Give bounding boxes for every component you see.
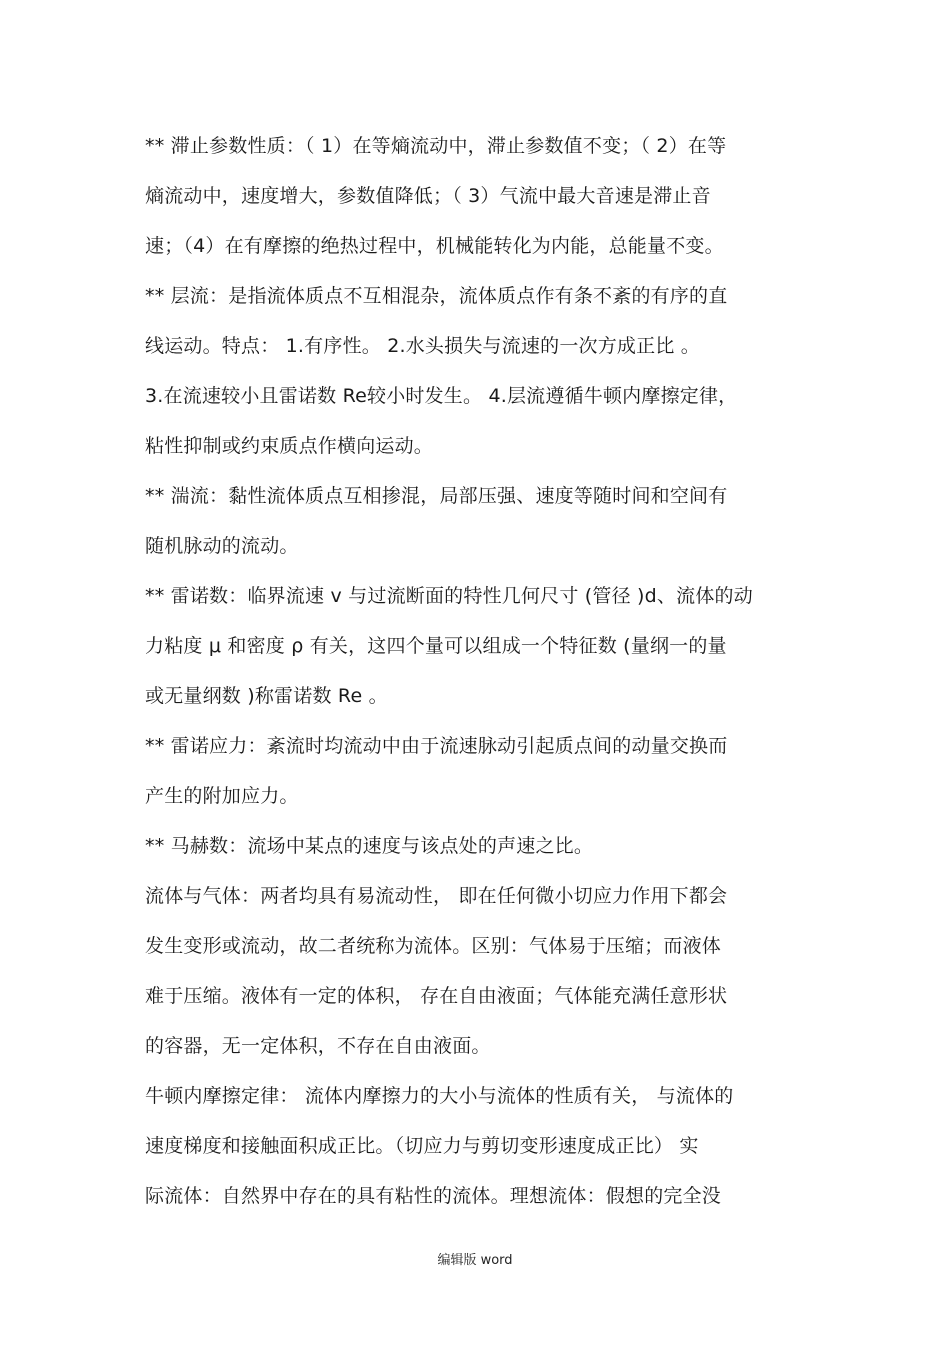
text-line: ** 雷诺应力：紊流时均流动中由于流速脉动引起质点间的动量交换而 bbox=[145, 735, 728, 757]
text-line: 际流体：自然界中存在的具有粘性的流体。理想流体：假想的完全没 bbox=[145, 1185, 722, 1207]
text-line: ** 滞止参数性质：（ 1）在等熵流动中，滞止参数值不变；（ 2）在等 bbox=[145, 135, 727, 157]
text-line: 熵流动中，速度增大，参数值降低；（ 3）气流中最大音速是滞止音 bbox=[145, 185, 711, 207]
page-footer: 编辑版 word bbox=[437, 1253, 513, 1268]
text-line: 流体与气体：两者均具有易流动性， 即在任何微小切应力作用下都会 bbox=[145, 885, 728, 907]
document-body bbox=[145, 121, 805, 1221]
text-line: ** 马赫数：流场中某点的速度与该点处的声速之比。 bbox=[145, 835, 594, 857]
text-line: ** 雷诺数：临界流速 v 与过流断面的特性几何尺寸 (管径 )d、流体的动 bbox=[145, 585, 753, 607]
text-line: 的容器，无一定体积，不存在自由液面。 bbox=[145, 1035, 491, 1057]
text-line: 粘性抑制或约束质点作横向运动。 bbox=[145, 435, 434, 457]
text-line: 速度梯度和接触面积成正比。（切应力与剪切变形速度成正比） 实 bbox=[145, 1135, 699, 1157]
text-line: 难于压缩。液体有一定的体积， 存在自由液面；气体能充满任意形状 bbox=[145, 985, 728, 1007]
text-line: 随机脉动的流动。 bbox=[145, 535, 299, 557]
text-line: 线运动。特点： 1.有序性。 2.水头损失与流速的一次方成正比 。 bbox=[145, 335, 700, 357]
text-line: 力粘度 μ 和密度 ρ 有关，这四个量可以组成一个特征数 (量纲一的量 bbox=[145, 635, 727, 657]
text-line: 产生的附加应力。 bbox=[145, 785, 299, 807]
text-line: 速；（4）在有摩擦的绝热过程中，机械能转化为内能，总能量不变。 bbox=[145, 235, 724, 257]
text-line: 发生变形或流动，故二者统称为流体。区别：气体易于压缩；而液体 bbox=[145, 935, 722, 957]
text-line: 3.在流速较小且雷诺数 Re较小时发生。 4.层流遵循牛顿内摩擦定律， bbox=[145, 385, 738, 407]
text-line: ** 层流：是指流体质点不互相混杂，流体质点作有条不紊的有序的直 bbox=[145, 285, 728, 307]
text-line: 或无量纲数 )称雷诺数 Re 。 bbox=[145, 685, 388, 707]
text-line: 牛顿内摩擦定律： 流体内摩擦力的大小与流体的性质有关， 与流体的 bbox=[145, 1085, 734, 1107]
text-line: ** 湍流：黏性流体质点互相掺混，局部压强、速度等随时间和空间有 bbox=[145, 485, 728, 507]
